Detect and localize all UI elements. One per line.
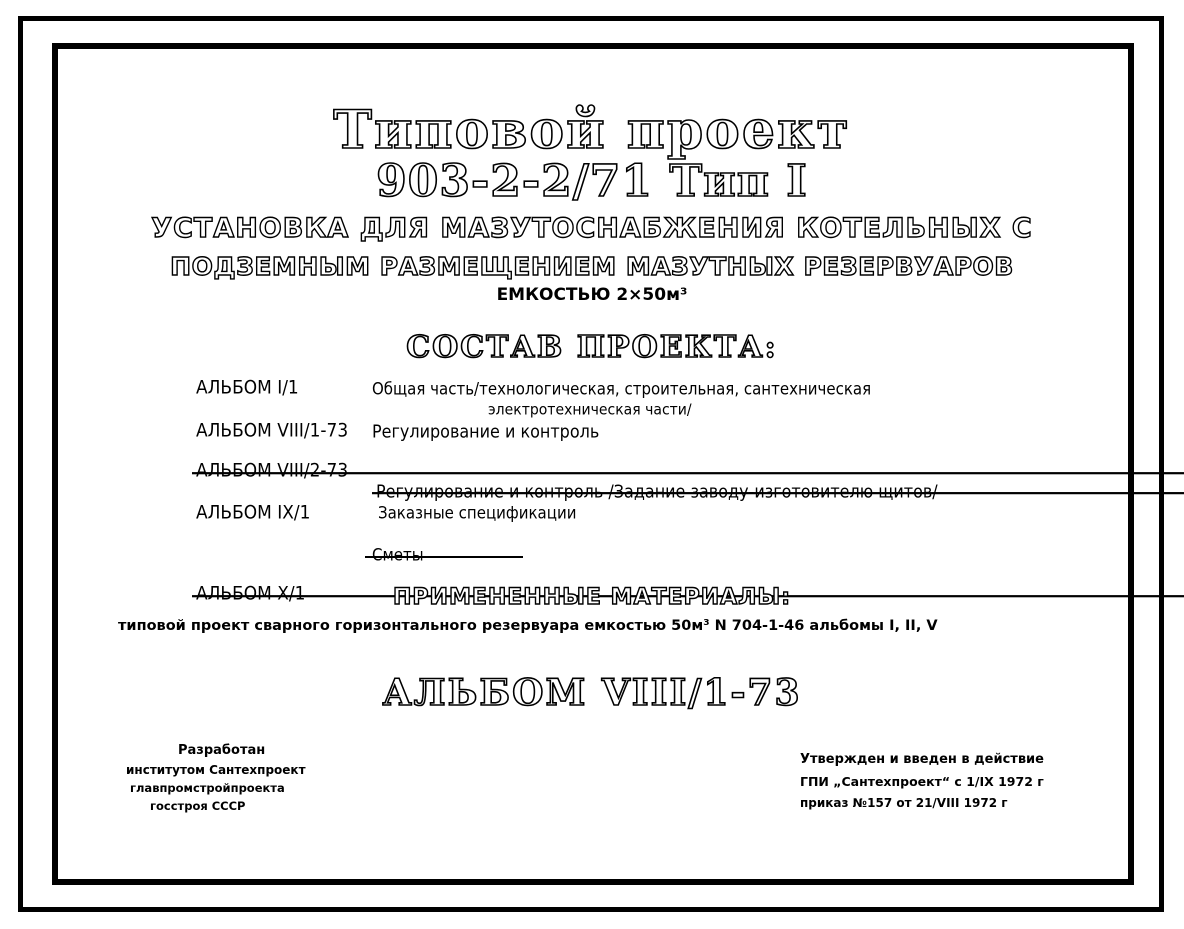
title-line-2: 903-2-2/71 Тип I xyxy=(376,156,808,207)
album-2-label: АЛЬБОМ VIII/1-73 xyxy=(196,420,349,442)
subject-line-1: УСТАНОВКА ДЛЯ МАЗУТОСНАБЖЕНИЯ КОТЕЛЬНЫХ С xyxy=(151,213,1033,244)
album-4-description: Заказные спецификации xyxy=(378,503,577,523)
album-4-label: АЛЬБОМ IX/1 xyxy=(196,502,311,524)
developer-line-3: главпромстройпроекта xyxy=(130,781,285,795)
album-title: АЛЬБОМ VIII/1-73 xyxy=(382,672,802,714)
composition-heading: СОСТАВ ПРОЕКТА: xyxy=(406,330,778,365)
approval-line-2: ГПИ „Сантехпроект“ с 1/IX 1972 г xyxy=(800,774,1044,789)
developer-line-2: институтом Сантехпроект xyxy=(126,763,306,777)
album-5-strike-line xyxy=(365,556,523,558)
album-2-description: Регулирование и контроль xyxy=(372,421,600,442)
developer-line-4: госстроя СССР xyxy=(150,799,246,813)
album-5-description: Сметы xyxy=(372,545,424,565)
album-5-label: АЛЬБОМ X/1 xyxy=(196,583,1184,605)
materials-text: типовой проект сварного горизонтального резервуара емкостью 50м³ N 704-1-46 альбомы I, II, V xyxy=(118,618,938,634)
approval-line-1: Утвержден и введен в действие xyxy=(800,752,1044,767)
album-3-label: АЛЬБОМ VIII/2-73 xyxy=(196,460,1184,482)
album-1-label: АЛЬБОМ I/1 xyxy=(196,377,299,399)
album-1-description-2: электротехническая части/ xyxy=(488,401,692,419)
approval-line-3: приказ №157 от 21/VIII 1972 г xyxy=(800,796,1008,810)
title-line-1: Типовой проект xyxy=(333,100,851,161)
subject-line-2: ПОДЗЕМНЫМ РАЗМЕЩЕНИЕМ МАЗУТНЫХ РЕЗЕРВУАРОВ xyxy=(170,252,1014,281)
developer-line-1: Разработан xyxy=(178,743,266,758)
subject-line-3: ЕМКОСТЬЮ 2×50м³ xyxy=(496,285,688,305)
materials-heading: ПРИМЕНЕННЫЕ МАТЕРИАЛЫ: xyxy=(393,585,791,610)
album-1-description: Общая часть/технологическая, строительная, сантехническая xyxy=(372,379,872,399)
album-3-description: Регулирование и контроль /Задание заводу-изготовителю щитов/ xyxy=(376,481,1184,502)
